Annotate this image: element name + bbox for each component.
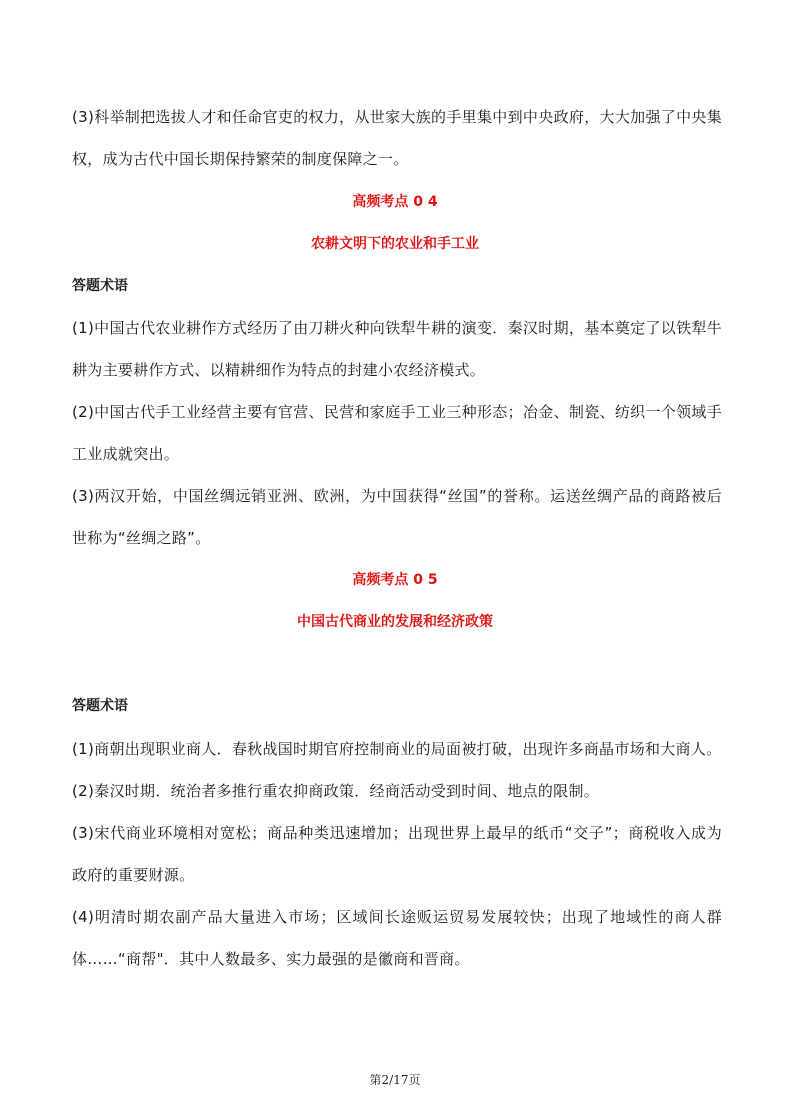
page-number: 第2/17页 xyxy=(369,1073,421,1087)
section5-item-3: (3)宋代商业环境相对宽松；商品种类迅速增加；出现世界上最早的纸币“交子”；商税收入成为政府的重要财源。 xyxy=(72,824,722,884)
section5-label: 答题术语 xyxy=(72,698,128,714)
section5-title: 高频考点 0 5 xyxy=(352,572,438,588)
section5-item-2: (2)秦汉时期．统治者多推行重农抑商政策．经商活动受到时间、地点的限制。 xyxy=(72,782,600,800)
section5-item-1: (1)商朝出现职业商人．春秋战国时期官府控制商业的局面被打破，出现许多商晶市场和大商人。 xyxy=(72,740,722,758)
section4-item-3: (3)两汉开始，中国丝绸远销亚洲、欧洲，为中国获得“丝国”的誉称。运送丝绸产品的商路被后世称为“丝绸之路”。 xyxy=(72,487,722,547)
section4-title: 高频考点 0 4 xyxy=(352,194,438,210)
section4-label: 答题术语 xyxy=(72,278,128,294)
section4-item-1: (1)中国古代农业耕作方式经历了由刀耕火种向铁犁牛耕的演变．秦汉时期，基本奠定了以铁犁牛耕为主要耕作方式、以精耕细作为特点的封建小农经济模式。 xyxy=(72,319,722,379)
section3-paragraph-3: (3)科举制把选拔人才和任命官吏的权力，从世家大族的手里集中到中央政府，大大加强了中央集权，成为古代中国长期保持繁荣的制度保障之一。 xyxy=(72,108,722,168)
section5-item-4: (4)明清时期农副产品大量进入市场；区域间长途贩运贸易发展较快；出现了地域性的商人群体……“商帮"．其中人数最多、实力最强的是徽商和晋商。 xyxy=(72,908,722,968)
section4-subtitle: 农耕文明下的农业和手工业 xyxy=(311,236,479,252)
section5-subtitle: 中国古代商业的发展和经济政策 xyxy=(297,614,493,630)
section4-item-2: (2)中国古代手工业经营主要有官营、民营和家庭手工业三种形态；冶金、制瓷、纺织一个领域手工业成就突出。 xyxy=(72,403,722,463)
